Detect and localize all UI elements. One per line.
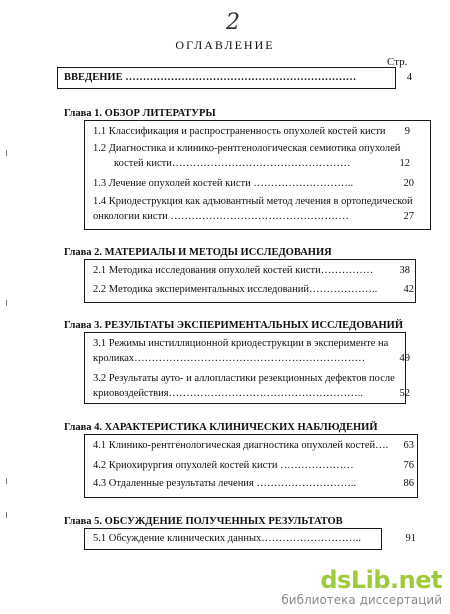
toc-entry-3-1-page: 49 — [399, 353, 410, 364]
document-title: ОГЛАВЛЕНИЕ — [175, 38, 275, 52]
watermark-logo: dsLib.net — [320, 566, 442, 594]
toc-entry-1-2-page: 12 — [399, 158, 410, 169]
handwritten-page-number: 2 — [226, 10, 240, 35]
chapter-5-title: Глава 5. ОБСУЖДЕНИЕ ПОЛУЧЕННЫХ РЕЗУЛЬТАТОВ — [64, 516, 343, 527]
toc-intro-label: ВВЕДЕНИЕ ………………………………………………………… — [64, 72, 357, 83]
toc-entry-4-2-page: 76 — [403, 460, 414, 471]
toc-entry-1-4-line1: 1.4 Криодеструкция как адъювантный метод лечения в ортопедической — [93, 196, 413, 207]
toc-entry-1-1: 1.1 Классификация и распространенность опухолей костей кисти — [93, 126, 386, 137]
scan-mark — [6, 150, 7, 156]
toc-entry-3-2-line2: криовоздействия……………………………………………….. — [93, 388, 363, 399]
toc-entry-3-2-page: 52 — [399, 388, 410, 399]
toc-entry-3-1-line1: 3.1 Режимы инстилляционной криодеструкции в эксперименте на — [93, 338, 389, 349]
toc-entry-1-2-line2: костей кисти…………………………………………… — [114, 158, 351, 169]
chapter-1-title: Глава 1. ОБЗОР ЛИТЕРАТУРЫ — [64, 108, 216, 119]
toc-entry-1-4-line2: онкологии кисти …………………………………………… — [93, 211, 349, 222]
toc-entry-3-1-line2: кроликах………………………………………………………… — [93, 353, 366, 364]
toc-entry-4-3: 4.3 Отдаленные результаты лечения ……………………….. — [93, 478, 357, 489]
toc-entry-3-2-line1: 3.2 Результаты ауто- и аллопластики резекционных дефектов после — [93, 373, 395, 384]
toc-entry-4-1-page: 63 — [403, 440, 414, 451]
toc-intro-page: 4 — [406, 72, 412, 83]
toc-entry-2-2-page: 42 — [403, 284, 414, 295]
toc-entry-4-3-page: 86 — [403, 478, 414, 489]
chapter-2-title: Глава 2. МАТЕРИАЛЫ И МЕТОДЫ ИССЛЕДОВАНИЯ — [64, 247, 332, 258]
chapter-3-title: Глава 3. РЕЗУЛЬТАТЫ ЭКСПЕРИМЕНТАЛЬНЫХ ИССЛЕДОВАНИЙ — [64, 320, 404, 331]
scan-mark — [6, 512, 7, 518]
toc-entry-2-1: 2.1 Методика исследования опухолей костей кисти…………… — [93, 265, 374, 276]
toc-entry-5-1: 5.1 Обсуждение клинических данных……………………….. — [93, 533, 362, 544]
pages-column-label: Стр. — [387, 56, 408, 68]
chapter-4-title: Глава 4. ХАРАКТЕРИСТИКА КЛИНИЧЕСКИХ НАБЛЮДЕНИЙ — [64, 422, 378, 433]
toc-entry-2-1-page: 38 — [399, 265, 410, 276]
toc-entry-4-2: 4.2 Криохирургия опухолей костей кисти ………………… — [93, 460, 354, 471]
toc-entry-4-1: 4.1 Клинико-рентгенологическая диагностика опухолей костей…. — [93, 440, 389, 451]
toc-entry-1-2-line1: 1.2 Диагностика и клинико-рентгенологическая семиотика опухолей — [93, 143, 401, 154]
toc-entry-1-3-page: 20 — [403, 178, 414, 189]
scan-mark — [6, 478, 7, 484]
toc-entry-1-3: 1.3 Лечение опухолей костей кисти ……………………….. — [93, 178, 354, 189]
toc-entry-5-1-page: 91 — [405, 533, 416, 544]
watermark — [281, 568, 442, 606]
toc-entry-1-4-page: 27 — [403, 211, 414, 222]
toc-entry-1-1-page: 9 — [404, 126, 410, 137]
scan-mark — [6, 300, 7, 306]
watermark-subtitle: библиотека диссертаций — [281, 593, 442, 607]
toc-entry-2-2: 2.2 Методика экспериментальных исследований……………….. — [93, 284, 378, 295]
